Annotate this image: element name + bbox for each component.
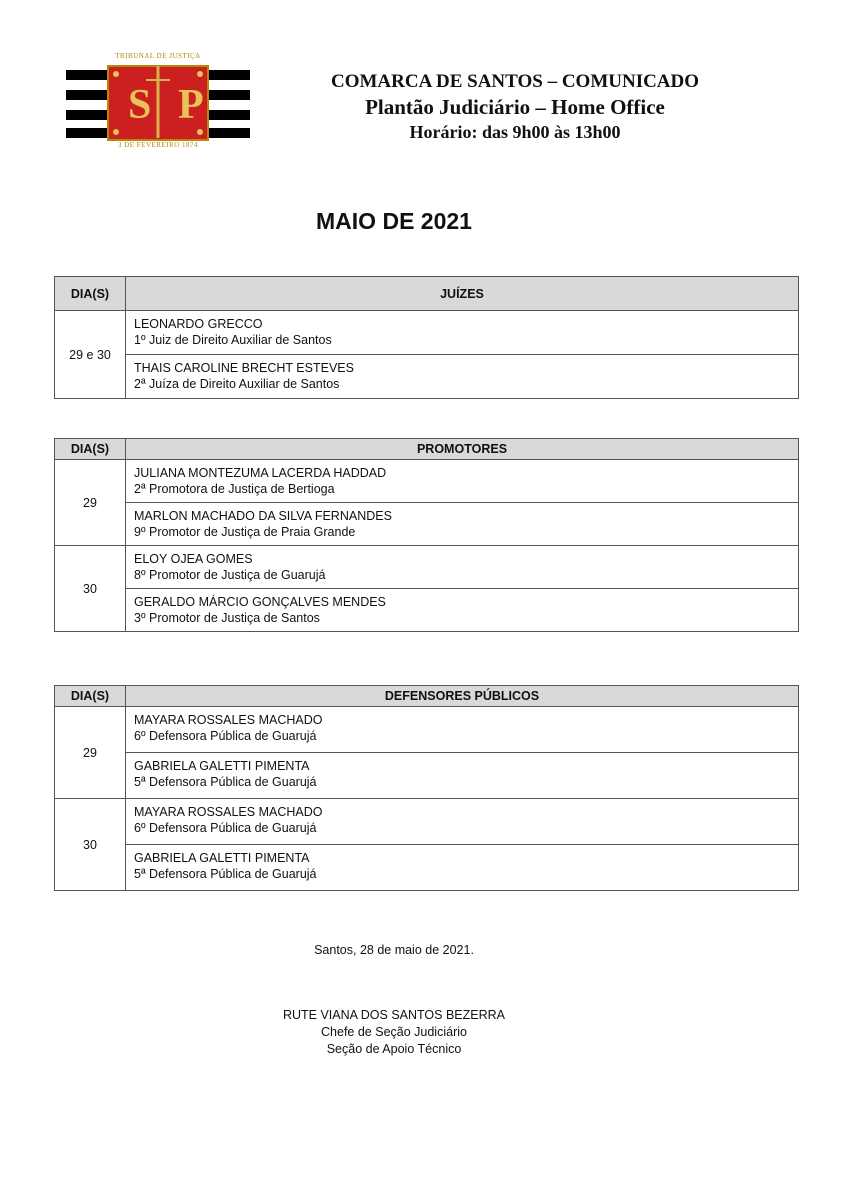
person-role: 5ª Defensora Pública de Guarujá [134,867,317,881]
table-row [55,753,799,799]
column-header-title: PROMOTORES [126,439,799,460]
signer-name: RUTE VIANA DOS SANTOS BEZERRA [282,1008,506,1022]
table-row [55,707,799,753]
person-name: LEONARDO GRECCO [134,317,263,331]
person-cell [126,460,799,503]
logo-letter-s: S [128,82,152,128]
person-name: GERALDO MÁRCIO GONÇALVES MENDES [134,595,386,609]
column-header-days: DIA(S) [55,277,126,311]
table-row [55,311,799,355]
day-cell: 30 [55,546,126,632]
person-cell [126,845,799,891]
place-date: Santos, 28 de maio de 2021. [314,943,474,957]
person-role: 2ª Juíza de Direito Auxiliar de Santos [134,377,340,391]
month-title: MAIO DE 2021 [316,208,472,234]
column-header-title: JUÍZES [126,277,799,311]
person-name: JULIANA MONTEZUMA LACERDA HADDAD [134,466,387,480]
person-cell [126,546,799,589]
header-line-2: Plantão Judiciário – Home Office [365,95,665,119]
signer-title: Chefe de Seção Judiciário [321,1025,467,1039]
signature-block [0,1007,788,1058]
person-cell [126,311,799,355]
person-cell [126,355,799,399]
document-header [290,70,740,144]
header-line-1: COMARCA DE SANTOS – COMUNICADO [330,71,700,92]
person-role: 6º Defensora Pública de Guarujá [134,821,317,835]
person-cell [126,707,799,753]
day-cell: 29 [55,460,126,546]
person-role: 6º Defensora Pública de Guarujá [134,729,317,743]
table-row [55,460,799,503]
logo-letter-p: P [178,82,204,128]
person-cell [126,753,799,799]
person-name: MAYARA ROSSALES MACHADO [134,805,323,819]
column-header-days: DIA(S) [55,686,126,707]
day-cell: 30 [55,799,126,891]
person-name: THAIS CAROLINE BRECHT ESTEVES [134,361,354,375]
table-row [55,589,799,632]
signer-department: Seção de Apoio Técnico [326,1042,462,1056]
prosecutors-table [54,438,799,632]
person-name: GABRIELA GALETTI PIMENTA [134,851,310,865]
coat-of-arms-icon [66,62,250,142]
logo-top-text: TRIBUNAL DE JUSTIÇA [115,52,201,60]
header-line-3: Horário: das 9h00 às 13h00 [409,122,621,142]
person-name: GABRIELA GALETTI PIMENTA [134,759,310,773]
person-role: 2ª Promotora de Justiça de Bertioga [134,482,335,496]
table-row [55,845,799,891]
person-name: MAYARA ROSSALES MACHADO [134,713,323,727]
column-header-title: DEFENSORES PÚBLICOS [126,686,799,707]
column-header-days: DIA(S) [55,439,126,460]
table-row [55,503,799,546]
day-cell: 29 e 30 [55,311,126,399]
person-name: ELOY OJEA GOMES [134,552,253,566]
table-row [55,355,799,399]
tribunal-logo [66,52,250,154]
table-row [55,546,799,589]
judges-table [54,276,799,399]
person-role: 5ª Defensora Pública de Guarujá [134,775,317,789]
day-cell: 29 [55,707,126,799]
person-cell [126,503,799,546]
person-role: 1º Juiz de Direito Auxiliar de Santos [134,333,332,347]
person-role: 3º Promotor de Justiça de Santos [134,611,320,625]
public-defenders-table [54,685,799,891]
person-name: MARLON MACHADO DA SILVA FERNANDES [134,509,392,523]
person-cell [126,589,799,632]
logo-bottom-text: 3 DE FEVEREIRO 1874 [117,141,199,149]
table-row [55,799,799,845]
person-role: 9º Promotor de Justiça de Praia Grande [134,525,356,539]
person-role: 8º Promotor de Justiça de Guarujá [134,568,326,582]
person-cell [126,799,799,845]
